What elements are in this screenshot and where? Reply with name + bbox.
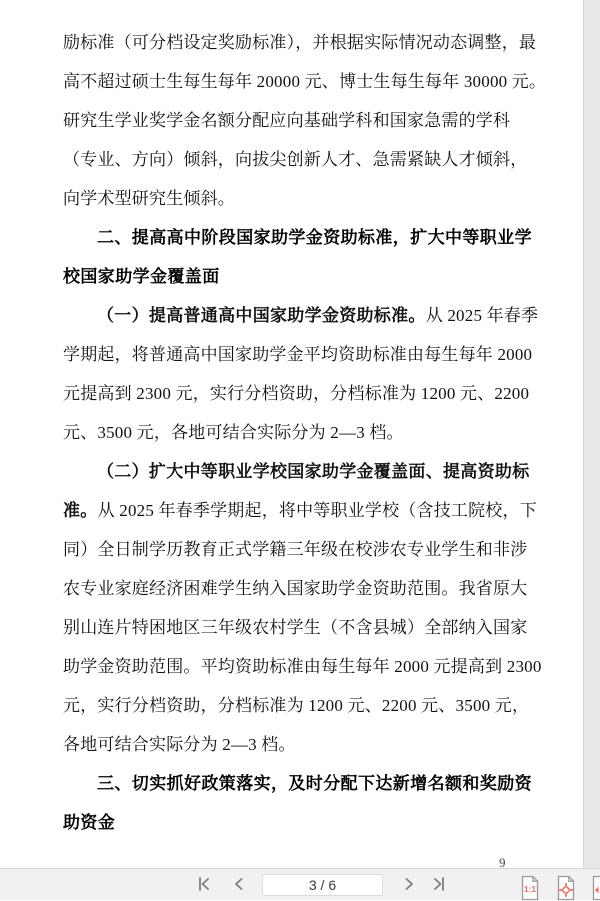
text-line: 励标准（可分档设定奖励标准），并根据实际情况动态调整，最 <box>63 33 537 52</box>
last-page-button[interactable] <box>428 874 450 896</box>
section-heading-line: 助资金 <box>63 813 116 832</box>
previous-page-button[interactable] <box>228 874 250 896</box>
last-page-icon <box>431 876 447 895</box>
text-span: 从 2025 年春季学期起，将中等职业学校（含技工院校，下 <box>97 501 537 520</box>
text-line: 农专业家庭经济困难学生纳入国家助学金资助范围。我省原大 <box>63 579 528 598</box>
actual-size-button[interactable] <box>519 875 543 901</box>
text-line: 研究生学业奖学金名额分配应向基础学科和国家急需的学科 <box>63 111 511 130</box>
vertical-scrollbar[interactable] <box>583 0 600 869</box>
text-line <box>63 296 539 335</box>
section-heading-line: 二、提高高中阶段国家助学金资助标准，扩大中等职业学 <box>97 228 532 247</box>
text-line <box>63 491 539 530</box>
subsection-lead: （一）提高普通高中国家助学金资助标准。 <box>97 306 426 325</box>
first-page-button[interactable] <box>193 874 215 896</box>
next-page-button[interactable] <box>398 874 420 896</box>
next-page-icon <box>401 876 417 895</box>
printed-page-number: 9 <box>499 855 506 868</box>
fit-width-button[interactable] <box>590 875 600 901</box>
fit-page-button[interactable] <box>555 875 579 901</box>
section-heading-line: 三、切实抓好政策落实，及时分配下达新增名额和奖励资 <box>97 774 532 793</box>
previous-page-icon <box>231 876 247 895</box>
text-line: 元、3500 元，各地可结合实际分为 2—3 档。 <box>63 423 404 442</box>
text-line: 别山连片特困地区三年级农村学生（不含县城）全部纳入国家 <box>63 618 528 637</box>
actual-size-label: 1:1 <box>523 884 537 894</box>
first-page-icon <box>196 876 212 895</box>
page-indicator-input[interactable]: 3 / 6 <box>262 874 383 896</box>
text-line: 元提高到 2300 元，实行分档资助，分档标准为 1200 元、2200 <box>63 384 530 403</box>
document-text-column <box>63 23 547 842</box>
text-line: 助学金资助范围。平均资助标准由每生每年 2000 元提高到 2300 <box>63 657 542 676</box>
text-line: 高不超过硕士生每生每年 20000 元、博士生每生每年 30000 元。 <box>63 72 547 91</box>
text-line: 向学术型研究生倾斜。 <box>63 189 235 208</box>
text-line: 各地可结合实际分为 2—3 档。 <box>63 735 296 754</box>
subsection-lead-line: （二）扩大中等职业学校国家助学金覆盖面、提高资助标 <box>97 462 530 481</box>
subsection-lead: 准。 <box>63 501 98 520</box>
text-line: 元，实行分档资助，分档标准为 1200 元、2200 元、3500 元， <box>63 696 530 715</box>
text-span: 从 2025 年春季 <box>425 306 539 325</box>
text-line: 同）全日制学历教育正式学籍三年级在校涉农专业学生和非涉 <box>63 540 528 559</box>
section-heading-line: 校国家助学金覆盖面 <box>63 267 220 286</box>
text-line: 学期起，将普通高中国家助学金平均资助标准由每生每年 2000 <box>63 345 533 364</box>
text-line: （专业、方向）倾斜，向拔尖创新人才、急需紧缺人才倾斜， <box>63 150 528 169</box>
viewer-toolbar <box>0 868 600 900</box>
